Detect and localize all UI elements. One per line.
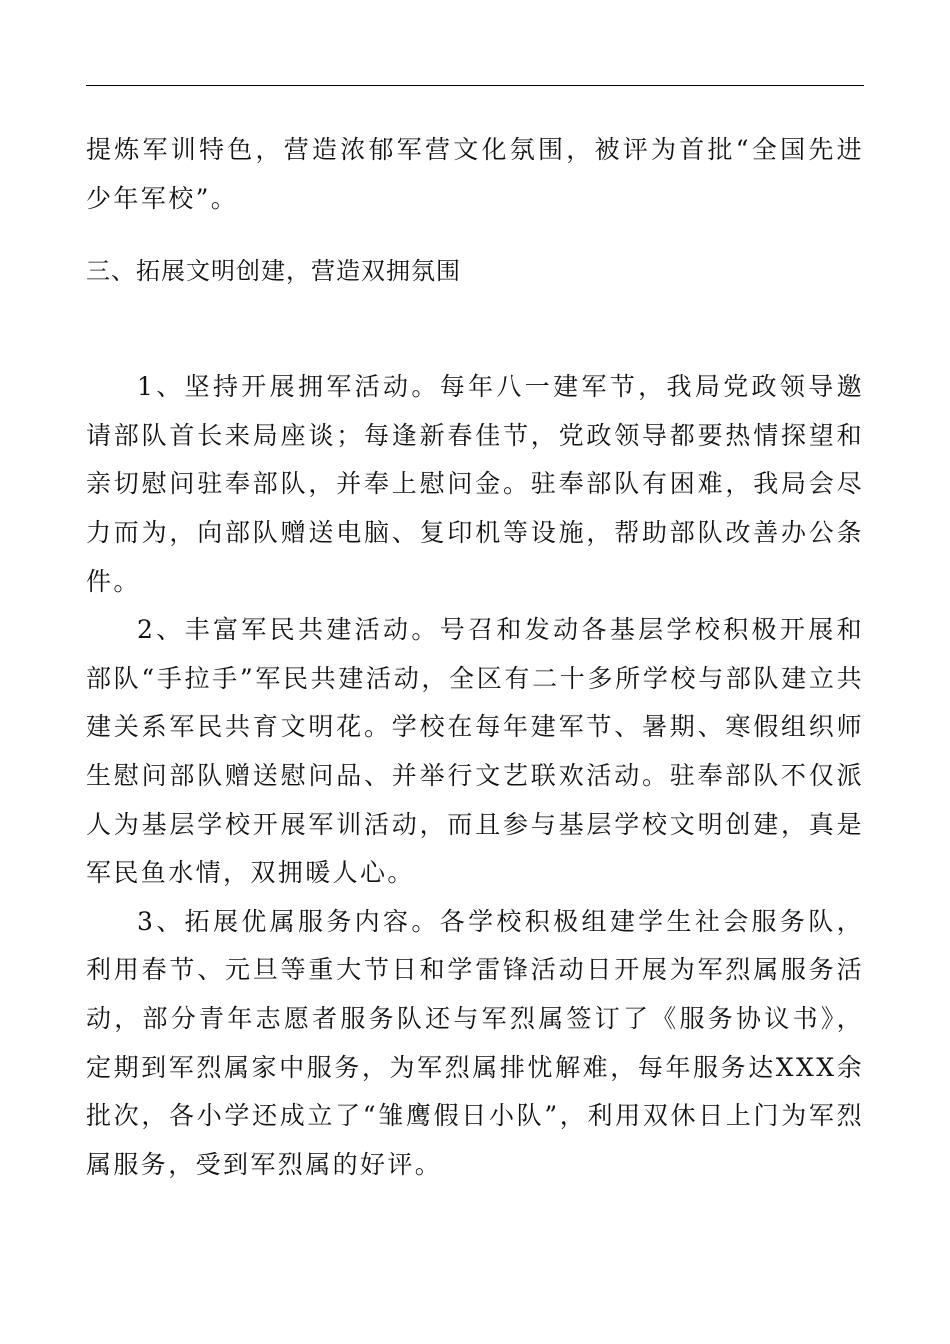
paragraph-2: 2、丰富军民共建活动。号召和发动各基层学校积极开展和部队“手拉手”军民共建活动，全区有二十多所学校与部队建立共建关系军民共育文明花。学校在每年建军节、暑期、寒假组织师生慰问部队赠送慰问品、并举行文艺联欢活动。驻奉部队不仅派人为基层学校开展军训活动，而且参与基层学校文明创建，真是军民鱼水情，双拥暖人心。: [86, 615, 864, 888]
paragraph-3: 3、拓展优属服务内容。各学校积极组建学生社会服务队，利用春节、元旦等重大节日和学雷锋活动日开展为军烈属服务活动，部分青年志愿者服务队还与军烈属签订了《服务协议书》，定期到军烈属家中服务，为军烈属排忧解难，每年服务达XXX余批次，各小学还成立了“雏鹰假日小队”，利用双休日上门为军烈属服务，受到军烈属的好评。: [86, 906, 864, 1179]
intro-paragraph: 提炼军训特色，营造浓郁军营文化氛围，被评为首批“全国先进少年军校”。: [86, 135, 864, 213]
document-body: [86, 126, 864, 1189]
section-heading: 三、拓展文明创建，营造双拥氛围: [86, 257, 461, 286]
header-rule: [86, 85, 864, 86]
spacer: [86, 295, 864, 363]
paragraph-1: 1、坚持开展拥军活动。每年八一建军节，我局党政领导邀请部队首长来局座谈；每逢新春佳节，党政领导都要热情探望和亲切慰问驻奉部队，并奉上慰问金。驻奉部队有困难，我局会尽力而为，向部队赠送电脑、复印机等设施，帮助部队改善办公条件。: [86, 372, 864, 596]
